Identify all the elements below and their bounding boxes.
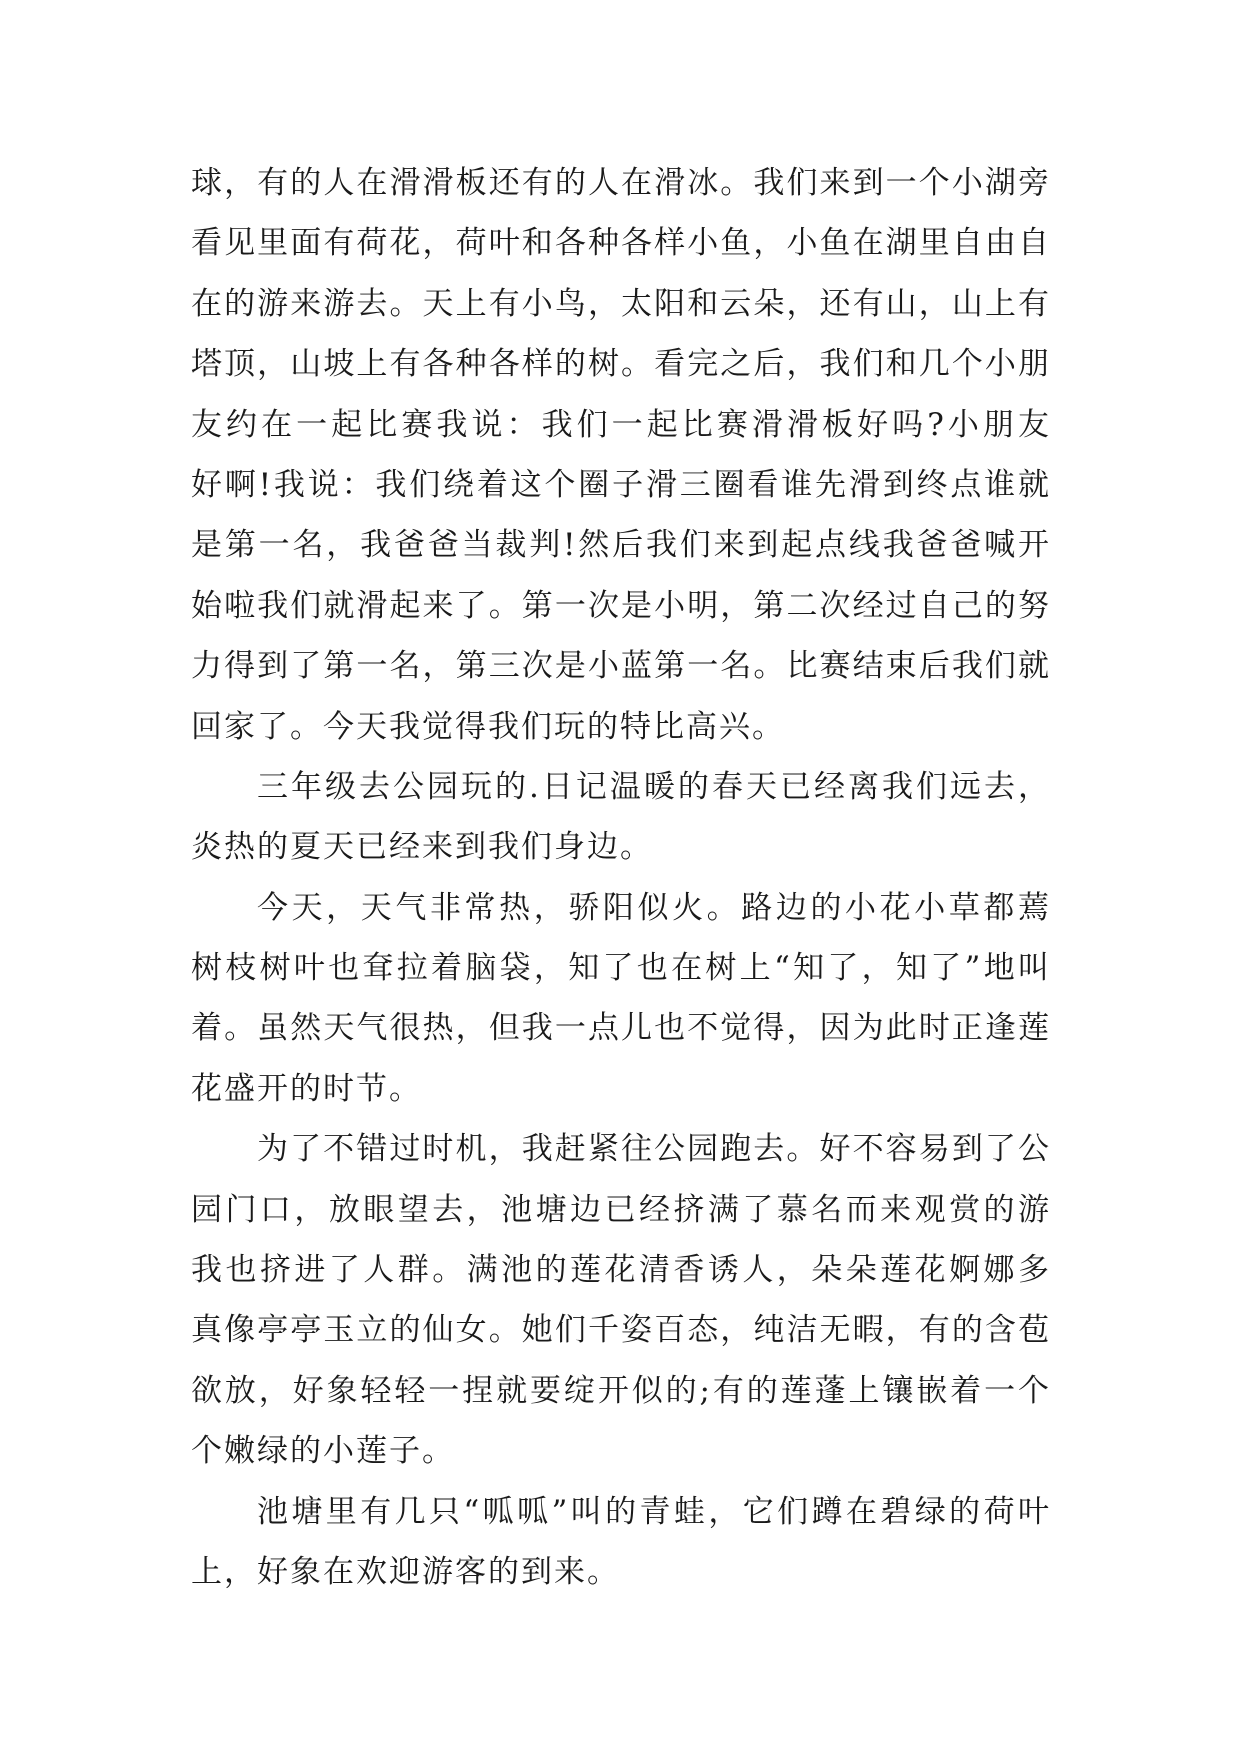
- paragraph: [191, 878, 1051, 1120]
- text-line: 回家了。今天我觉得我们玩的特比高兴。: [191, 708, 785, 745]
- text-line: 园门口，放眼望去，池塘边已经挤满了慕名而来观赏的游: [191, 1191, 1051, 1228]
- text-line: 炎热的夏天已经来到我们身边。: [191, 829, 653, 866]
- text-line: 好啊!我说：我们绕着这个圈子滑三圈看谁先滑到终点谁就: [191, 466, 1051, 503]
- text-line: 是第一名，我爸爸当裁判!然后我们来到起点线我爸爸喊开: [191, 527, 1051, 564]
- text-line: 球，有的人在滑滑板还有的人在滑冰。我们来到一个小湖旁: [191, 165, 1051, 201]
- document-body: [191, 153, 1051, 1602]
- text-line: 今天，天气非常热，骄阳似火。路边的小花小草都蔫: [257, 889, 1051, 926]
- paragraph: [191, 757, 1051, 878]
- text-line: 三年级去公园玩的.日记温暖的春天已经离我们远去，: [257, 768, 1051, 805]
- paragraph: [191, 153, 1051, 757]
- text-line: 上，好象在欢迎游客的到来。: [191, 1553, 620, 1590]
- paragraph: [191, 1119, 1051, 1481]
- text-line: 树枝树叶也耷拉着脑袋，知了也在树上“知了，知了”地叫: [191, 950, 1051, 987]
- text-line: 始啦我们就滑起来了。第一次是小明，第二次经过自己的努: [191, 587, 1051, 624]
- text-line: 看见里面有荷花，荷叶和各种各样小鱼，小鱼在湖里自由自: [191, 225, 1051, 262]
- text-line: 力得到了第一名，第三次是小蓝第一名。比赛结束后我们就: [191, 648, 1051, 685]
- text-line: 塔顶，山坡上有各种各样的树。看完之后，我们和几个小朋: [191, 346, 1051, 383]
- text-line: 花盛开的时节。: [191, 1070, 422, 1107]
- text-line: 在的游来游去。天上有小鸟，太阳和云朵，还有山，山上有: [191, 285, 1051, 322]
- text-line: 池塘里有几只“呱呱”叫的青蛙，它们蹲在碧绿的荷叶: [257, 1493, 1051, 1530]
- text-line: 真像亭亭玉立的仙女。她们千姿百态，纯洁无暇，有的含苞: [191, 1312, 1051, 1349]
- text-line: 我也挤进了人群。满池的莲花清香诱人，朵朵莲花婀娜多: [191, 1252, 1051, 1289]
- paragraph: [191, 1482, 1051, 1603]
- text-line: 个嫩绿的小莲子。: [191, 1433, 455, 1470]
- text-line: 为了不错过时机，我赶紧往公园跑去。好不容易到了公: [257, 1131, 1051, 1168]
- text-line: 欲放，好象轻轻一捏就要绽开似的;有的莲蓬上镶嵌着一个: [191, 1372, 1051, 1409]
- text-line: 友约在一起比赛我说：我们一起比赛滑滑板好吗?小朋友: [191, 406, 1051, 443]
- text-line: 着。虽然天气很热，但我一点儿也不觉得，因为此时正逢莲: [191, 1010, 1051, 1047]
